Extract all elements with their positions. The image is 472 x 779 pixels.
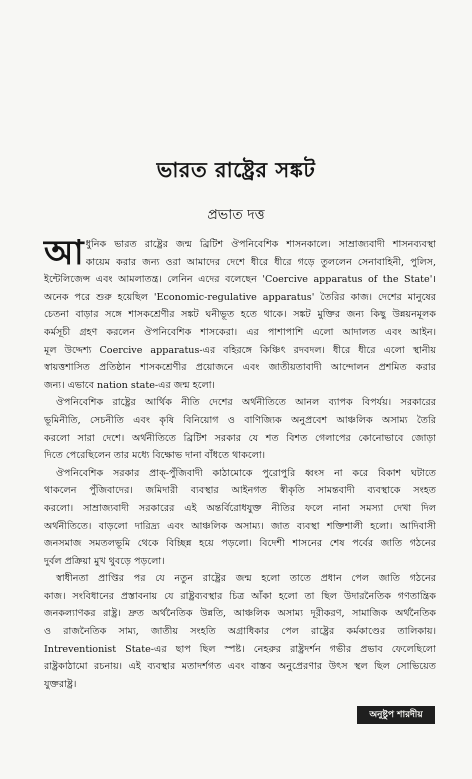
text-line: ঔপনিবেশিক সরকার প্রাক্-পুঁজিবাদী কাঠামোকে পুরোপুরি ধ্বংস না করে বিকাশ ঘটাতে [56, 467, 436, 479]
text-line: জনসমাজ সমতলভূমি থেকে বিচ্ছিন্ন হয়ে পড়লো। বিদেশী শাসনের শেষ পর্বের জাতি গঠনের [44, 538, 436, 550]
text-line: যুক্তরাষ্ট্র। [44, 678, 77, 690]
text-line: ঔপনিবেশিক রাষ্ট্রের আর্থিক নীতি দেশের অর্থনীতিতে আনল ব্যাপক বিপর্যয়। সরকারের [56, 397, 436, 409]
text-line: কর্মসূচী গ্রহণ করলেন ঔপনিবেশিক শাসকেরা। এর পাশাপাশি এলো আদালত এবং আইন। [44, 326, 436, 338]
text-line: স্বাধীনতা প্রাপ্তির পর যে নতুন রাষ্ট্রের জন্ম হলো তাতে প্রধান পেল জাতি গঠনের [56, 573, 436, 585]
text-line: করলো। সাম্রাজ্যবাদী সরকারের এই অন্তর্বিরোধযুক্ত নীতির ফলে নানা সমস্যা দেখা দিল [44, 502, 436, 514]
text-line: কায়েম করার জন্য ওরা আমাদের দেশে ধীরে ধীরে গড়ে তুললেন সেনাবাহিনী, পুলিস, [85, 256, 436, 268]
paragraph [44, 465, 436, 571]
text-line: করলো সারা দেশে। অর্থনীতিতে ব্রিটিশ সরকার যে শত বিশত গেলাপের কোনোভাবে জোড়া [44, 432, 436, 444]
page-title: ভারত রাষ্ট্রের সঙ্কট [156, 157, 316, 182]
text-line: রাষ্ট্রকাঠামো রচনায়। এই ব্যবস্থার মতাদর্শগত এবং বাস্তব অনুপ্রেরণার উৎস স্থল ছিল সোভিয়েত [44, 661, 436, 673]
paragraph [44, 233, 436, 394]
drop-cap: আ [44, 233, 84, 273]
text-line: দুর্বল প্রক্রিয়া মুখ থুবড়ে পড়লো। [44, 555, 165, 567]
text-line: Intreventionist State-এর ছাপ ছিল স্পষ্ট। নেহরুর রাষ্ট্রদর্শন গভীর প্রভাব ফেলেছিলো [44, 643, 436, 655]
paragraph [44, 394, 436, 464]
text-line: অর্থনীতিতে। বাড়লো দারিদ্র্য এবং আঞ্চলিক অসাম্য। জাত ব্যবস্থা শক্তিশালী হলো। আদিবাসী [44, 520, 436, 532]
text-line: মূল উদ্দেশ্য Coercive apparatus-এর বহিরঙ্গে কিঞ্চিৎ রদবদল। ধীরে ধীরে এলো স্থানীয় [44, 344, 436, 356]
article-body [44, 233, 436, 693]
text-line: ধুনিক ভারত রাষ্ট্রের জন্ম ব্রিটিশ ঔপনিবেশিক শাসনকালে। সাম্রাজ্যবাদী শাসনব্যবস্থা [85, 239, 436, 250]
text-line: স্বায়ত্তশাসিত প্রতিষ্ঠান শাসকশ্রেণীর প্রয়োজনে এবং জাতীয়তাবাদী আন্দোলন প্রশমিত করার [44, 362, 436, 374]
text-line: অনেক পরে শুরু হয়েছিল 'Economic-regulative apparatus' তৈরির কাজ। দেশের মানুষের [44, 291, 436, 303]
text-line: ও রাজনৈতিক সাম্য, জাতীয় সংহতি অগ্রাধিকার পেল রাষ্ট্রের কর্মকাণ্ডের তালিকায়। [44, 626, 436, 638]
text-line: জনকল্যাণকর রাষ্ট্র। দ্রুত অর্থনৈতিক উন্নতি, আঞ্চলিক অসাম্য দূরীকরণ, সামাজিক অর্থনৈতিক [44, 608, 436, 620]
paragraph [44, 570, 436, 693]
text-line: থাকলেন পুঁজিবাদের। জমিদারী ব্যবস্থার আইনগত স্বীকৃতি সামন্তবাদী ব্যবস্থাকে সংহত [44, 485, 436, 497]
text-line: চেতনা বাড়ার সঙ্গে শাসকশ্রেণীর সঙ্কট ঘনীভূত হতে থাকে। সঙ্কট মুক্তির জন্য কিছু উন্নয়নমূলক [44, 309, 436, 321]
text-line: ভূমিনীতি, সেচনীতি এবং কৃষি বিনিয়োগ ও বাণিজ্যিক অনুপ্রবেশ আঞ্চলিক অসাম্য তৈরি [44, 414, 436, 426]
text-line: দিতে পেরেছিলেন তার মধ্যে বিক্ষোভ দানা বাঁধতে থাকলো। [44, 450, 266, 462]
journal-footer-label: অনুষ্টুপ শারদীয় [357, 706, 435, 724]
text-line: জন্য। এভাবে nation state-এর জন্ম হলো। [44, 379, 215, 391]
text-line: কাজ। সংবিধানের প্রস্তাবনায় যে রাষ্ট্রব্যবস্থার চিত্র আঁকা হলো তা ছিল উদারনৈতিক গণতান্ত্রিক [44, 590, 436, 602]
text-line: ইন্টেলিজেন্স এবং আমলাতন্ত্র। লেনিন এদের বলেছেন 'Coercive apparatus of the State'। [44, 274, 436, 286]
author-name: প্রভাত দত্ত [207, 207, 265, 223]
